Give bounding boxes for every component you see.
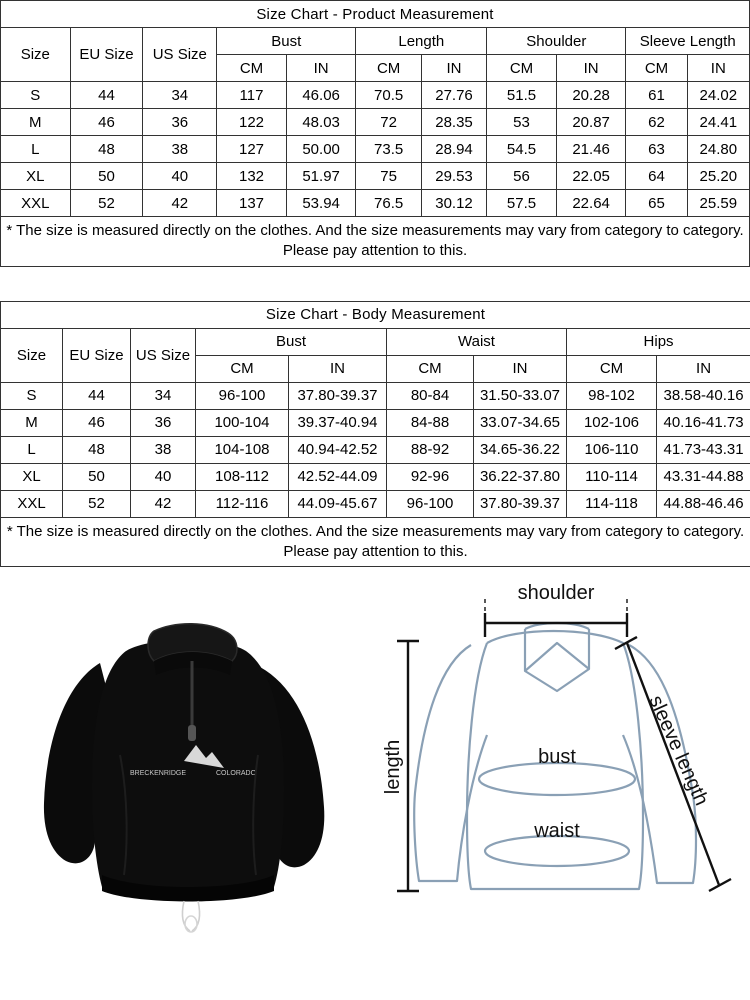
unit-header: IN [286, 55, 356, 82]
table-row [1, 463, 750, 490]
svg-text:COLORADO: COLORADO [215, 769, 256, 777]
table-row [1, 436, 750, 463]
unit-header: CM [356, 55, 421, 82]
cell-us: 34 [131, 382, 196, 409]
table-row [1, 409, 750, 436]
cell-value: 33.07-34.65 [474, 409, 567, 436]
table-row [1, 136, 750, 163]
cell-value: 53.94 [286, 190, 356, 217]
cell-value: 137 [217, 190, 287, 217]
body-chart-title: Size Chart - Body Measurement [1, 301, 750, 328]
cell-value: 28.35 [421, 109, 486, 136]
product-chart-title: Size Chart - Product Measurement [1, 1, 750, 28]
cell-value: 50.00 [286, 136, 356, 163]
cell-value: 88-92 [387, 436, 474, 463]
product-chart-note: * The size is measured directly on the clothes. And the size measurements may vary from category to category. Please pay attention to this. [1, 217, 750, 267]
label-waist: waist [534, 820, 580, 842]
cell-value: 98-102 [567, 382, 657, 409]
cell-us: 38 [131, 436, 196, 463]
header-us-size: US Size [131, 328, 196, 382]
cell-value: 75 [356, 163, 421, 190]
table-row [1, 109, 750, 136]
table-row [1, 163, 750, 190]
cell-value: 57.5 [487, 190, 557, 217]
cell-value: 61 [626, 82, 687, 109]
cell-eu: 50 [63, 463, 131, 490]
cell-eu: 52 [70, 190, 143, 217]
unit-header: IN [556, 55, 626, 82]
unit-header: CM [567, 355, 657, 382]
cell-size: XL [1, 463, 63, 490]
product-photo [0, 567, 375, 942]
cell-us: 42 [143, 190, 217, 217]
unit-header: CM [387, 355, 474, 382]
cell-value: 56 [487, 163, 557, 190]
svg-text:BRECKENRIDGE: BRECKENRIDGE [129, 769, 186, 777]
cell-value: 108-112 [196, 463, 289, 490]
group-header-hips: Hips [567, 328, 750, 355]
cell-value: 24.41 [687, 109, 749, 136]
cell-value: 22.05 [556, 163, 626, 190]
cell-value: 20.28 [556, 82, 626, 109]
group-header-bust: Bust [196, 328, 387, 355]
cell-value: 132 [217, 163, 287, 190]
measurement-diagram [375, 567, 750, 942]
table-row [1, 190, 750, 217]
cell-value: 102-106 [567, 409, 657, 436]
label-bust: bust [538, 746, 576, 768]
cell-value: 42.52-44.09 [289, 463, 387, 490]
cell-us: 36 [131, 409, 196, 436]
cell-size: L [1, 436, 63, 463]
cell-value: 114-118 [567, 490, 657, 517]
cell-value: 46.06 [286, 82, 356, 109]
cell-value: 127 [217, 136, 287, 163]
cell-value: 25.59 [687, 190, 749, 217]
cell-value: 28.94 [421, 136, 486, 163]
unit-header: IN [289, 355, 387, 382]
cell-eu: 50 [70, 163, 143, 190]
header-size: Size [1, 28, 71, 82]
cell-eu: 46 [70, 109, 143, 136]
unit-header: IN [474, 355, 567, 382]
unit-header: CM [626, 55, 687, 82]
cell-value: 48.03 [286, 109, 356, 136]
cell-value: 80-84 [387, 382, 474, 409]
cell-value: 106-110 [567, 436, 657, 463]
cell-value: 64 [626, 163, 687, 190]
cell-value: 30.12 [421, 190, 486, 217]
group-header-sleeve-length: Sleeve Length [626, 28, 750, 55]
cell-value: 54.5 [487, 136, 557, 163]
cell-value: 110-114 [567, 463, 657, 490]
cell-value: 41.73-43.31 [657, 436, 750, 463]
unit-header: CM [196, 355, 289, 382]
cell-value: 25.20 [687, 163, 749, 190]
header-size: Size [1, 328, 63, 382]
unit-header: IN [687, 55, 749, 82]
cell-value: 31.50-33.07 [474, 382, 567, 409]
cell-value: 96-100 [387, 490, 474, 517]
cell-value: 65 [626, 190, 687, 217]
cell-size: S [1, 82, 71, 109]
cell-value: 37.80-39.37 [474, 490, 567, 517]
cell-us: 40 [131, 463, 196, 490]
cell-value: 21.46 [556, 136, 626, 163]
cell-value: 84-88 [387, 409, 474, 436]
figures-section [0, 567, 750, 942]
group-header-shoulder: Shoulder [487, 28, 626, 55]
cell-value: 24.80 [687, 136, 749, 163]
cell-value: 51.5 [487, 82, 557, 109]
cell-us: 34 [143, 82, 217, 109]
cell-value: 51.97 [286, 163, 356, 190]
cell-size: XXL [1, 190, 71, 217]
cell-size: L [1, 136, 71, 163]
cell-value: 40.16-41.73 [657, 409, 750, 436]
cell-value: 43.31-44.88 [657, 463, 750, 490]
cell-value: 76.5 [356, 190, 421, 217]
cell-size: M [1, 109, 71, 136]
cell-value: 92-96 [387, 463, 474, 490]
label-shoulder: shoulder [517, 582, 595, 604]
table-row [1, 82, 750, 109]
body-measurement-table [0, 301, 750, 568]
cell-value: 100-104 [196, 409, 289, 436]
header-us-size: US Size [143, 28, 217, 82]
label-length: length [382, 739, 404, 795]
cell-value: 22.64 [556, 190, 626, 217]
cell-eu: 52 [63, 490, 131, 517]
cell-eu: 44 [63, 382, 131, 409]
cell-value: 122 [217, 109, 287, 136]
table-spacer [0, 267, 750, 301]
cell-value: 34.65-36.22 [474, 436, 567, 463]
group-header-waist: Waist [387, 328, 567, 355]
table-row [1, 382, 750, 409]
cell-eu: 46 [63, 409, 131, 436]
group-header-bust: Bust [217, 28, 356, 55]
product-measurement-table [0, 0, 750, 267]
cell-value: 39.37-40.94 [289, 409, 387, 436]
cell-value: 44.88-46.46 [657, 490, 750, 517]
unit-header: CM [487, 55, 557, 82]
cell-value: 70.5 [356, 82, 421, 109]
header-eu-size: EU Size [63, 328, 131, 382]
unit-header: IN [421, 55, 486, 82]
table-row [1, 490, 750, 517]
unit-header: CM [217, 55, 287, 82]
cell-eu: 48 [63, 436, 131, 463]
cell-value: 96-100 [196, 382, 289, 409]
body-chart-note: * The size is measured directly on the clothes. And the size measurements may vary from category to category. Please pay attention to this. [1, 517, 750, 567]
cell-value: 104-108 [196, 436, 289, 463]
cell-size: XL [1, 163, 71, 190]
cell-value: 29.53 [421, 163, 486, 190]
cell-value: 40.94-42.52 [289, 436, 387, 463]
cell-value: 37.80-39.37 [289, 382, 387, 409]
cell-eu: 44 [70, 82, 143, 109]
cell-value: 63 [626, 136, 687, 163]
cell-value: 73.5 [356, 136, 421, 163]
cell-value: 20.87 [556, 109, 626, 136]
cell-value: 112-116 [196, 490, 289, 517]
cell-value: 24.02 [687, 82, 749, 109]
cell-value: 36.22-37.80 [474, 463, 567, 490]
cell-us: 40 [143, 163, 217, 190]
cell-size: M [1, 409, 63, 436]
cell-size: XXL [1, 490, 63, 517]
cell-value: 38.58-40.16 [657, 382, 750, 409]
cell-value: 27.76 [421, 82, 486, 109]
cell-value: 53 [487, 109, 557, 136]
cell-value: 44.09-45.67 [289, 490, 387, 517]
cell-value: 72 [356, 109, 421, 136]
cell-size: S [1, 382, 63, 409]
unit-header: IN [657, 355, 750, 382]
label-sleeve-length: sleeve length [644, 692, 713, 809]
cell-value: 117 [217, 82, 287, 109]
cell-us: 38 [143, 136, 217, 163]
group-header-length: Length [356, 28, 487, 55]
header-eu-size: EU Size [70, 28, 143, 82]
cell-us: 36 [143, 109, 217, 136]
cell-eu: 48 [70, 136, 143, 163]
cell-us: 42 [131, 490, 196, 517]
cell-value: 62 [626, 109, 687, 136]
